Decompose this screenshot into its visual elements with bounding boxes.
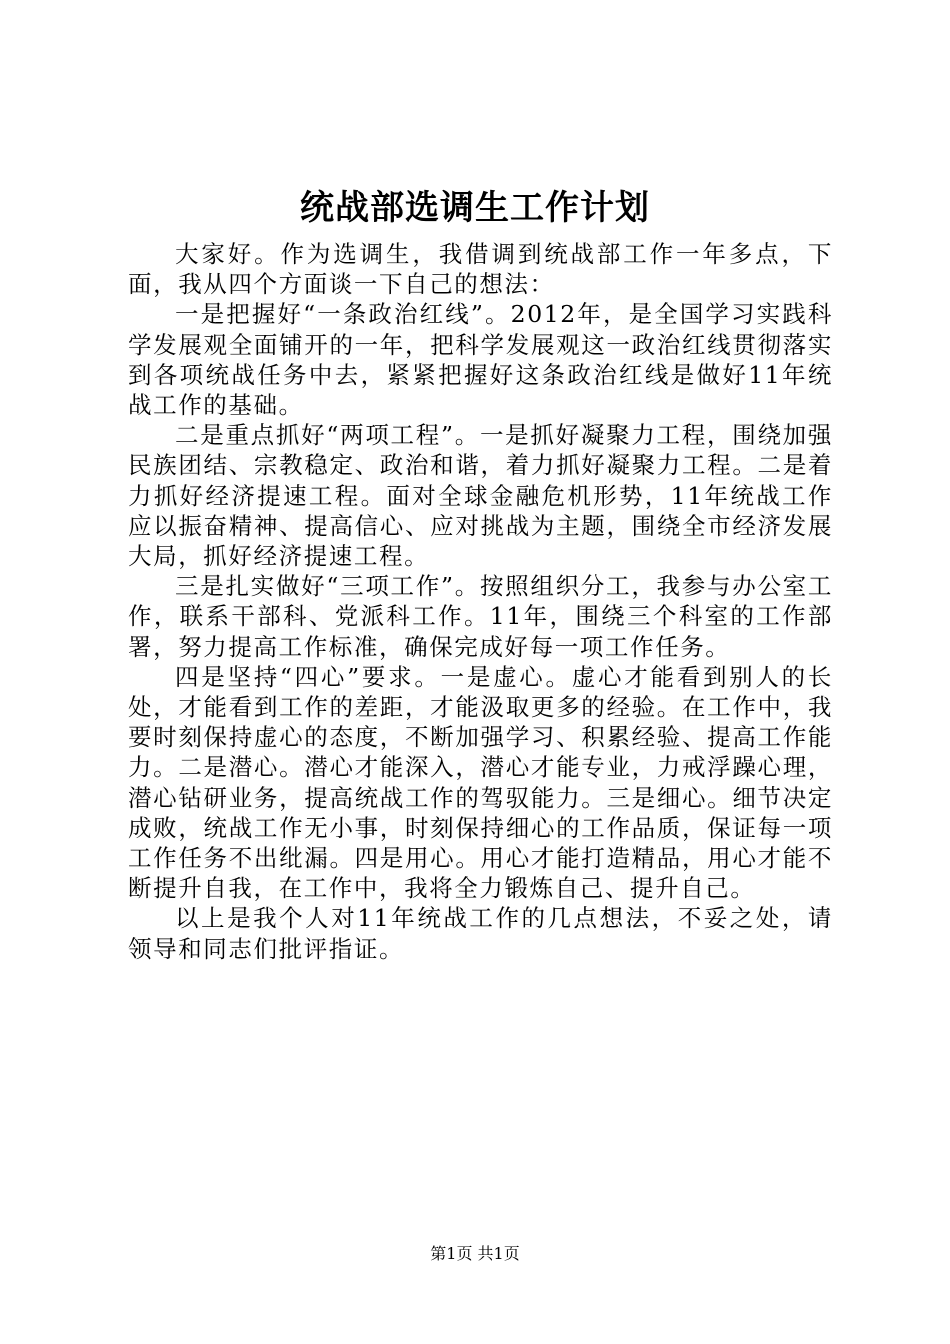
document-title: 统战部选调生工作计划 bbox=[300, 188, 650, 228]
paragraph-greeting: 大家好。作为选调生，我借调到统战部工作一年多点，下面，我从四个方面谈一下自己的想法： bbox=[128, 240, 833, 299]
paragraph-two-projects: 二是重点抓好“两项工程”。一是抓好凝聚力工程，围绕加强民族团结、宗教稳定、政治和谐，着力抓好凝聚力工程。二是着力抓好经济提速工程。面对全球金融危机形势，11年统战工作应以振奋精神、提高信心、应对挑战为主题，围绕全市经济发展大局，抓好经济提速工程。 bbox=[128, 421, 833, 571]
paragraph-four-hearts: 四是坚持“四心”要求。一是虚心。虚心才能看到别人的长处，才能看到工作的差距，才能汲取更多的经验。在工作中，我要时刻保持虚心的态度，不断加强学习、积累经验、提高工作能力。二是潜心。潜心才能深入，潜心才能专业，力戒浮躁心理，潜心钻研业务，提高统战工作的驾驭能力。三是细心。细节决定成败，统战工作无小事，时刻保持细心的工作品质，保证每一项工作任务不出纰漏。四是用心。用心才能打造精品，用心才能不断提升自我，在工作中，我将全力锻炼自己、提升自己。 bbox=[128, 662, 833, 903]
paragraph-three-tasks: 三是扎实做好“三项工作”。按照组织分工，我参与办公室工作，联系干部科、党派科工作。11年，围绕三个科室的工作部署，努力提高工作标准，确保完成好每一项工作任务。 bbox=[128, 572, 833, 661]
paragraph-closing: 以上是我个人对11年统战工作的几点想法，不妥之处，请领导和同志们批评指证。 bbox=[128, 904, 833, 963]
page-number-footer: 第1页 共1页 bbox=[430, 1244, 520, 1263]
paragraph-political-line: 一是把握好“一条政治红线”。2012年，是全国学习实践科学发展观全面铺开的一年，把科学发展观这一政治红线贯彻落实到各项统战任务中去，紧紧把握好这条政治红线是做好11年统战工作的基础。 bbox=[128, 300, 833, 420]
document-body bbox=[128, 239, 833, 964]
